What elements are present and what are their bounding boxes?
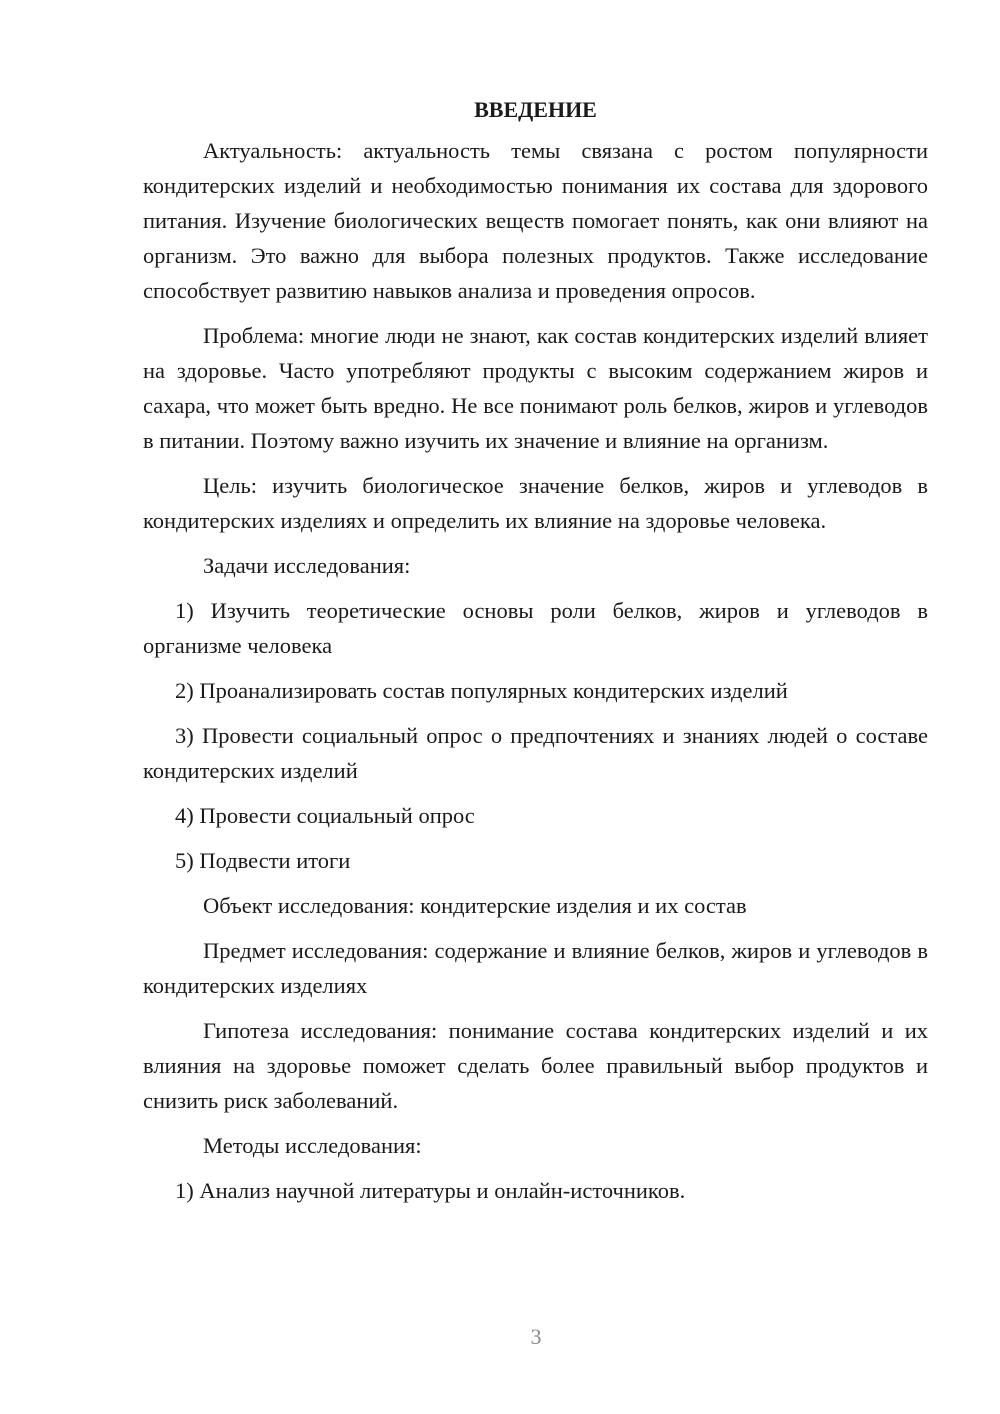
task-item: 4) Провести социальный опрос	[175, 803, 475, 828]
task-item: 3) Провести социальный опрос о предпочтениях и знаниях людей о составе кондитерских изделий	[143, 723, 928, 783]
task-item: 2) Проанализировать состав популярных кондитерских изделий	[175, 678, 788, 703]
hypothesis-paragraph: Гипотеза исследования: понимание состава кондитерских изделий и их влияния на здоровье поможет сделать более правильный выбор продуктов и снизить риск заболеваний.	[143, 1018, 928, 1113]
object-paragraph: Объект исследования: кондитерские изделия и их состав	[203, 893, 747, 918]
document-body	[143, 92, 928, 1218]
subject-paragraph: Предмет исследования: содержание и влияние белков, жиров и углеводов в кондитерских изделиях	[143, 938, 928, 998]
task-item: 1) Изучить теоретические основы роли белков, жиров и углеводов в организме человека	[143, 598, 928, 658]
method-item: 1) Анализ научной литературы и онлайн-источников.	[175, 1178, 686, 1203]
goal-paragraph: Цель: изучить биологическое значение белков, жиров и углеводов в кондитерских изделиях и определить их влияние на здоровье человека.	[143, 473, 928, 533]
page-number: 3	[530, 1324, 542, 1349]
problem-paragraph: Проблема: многие люди не знают, как состав кондитерских изделий влияет на здоровье. Часто употребляют продукты с высоким содержанием жиров и сахара, что может быть вредно. Не все понимают роль белков, жиров и углеводов в питании. Поэтому важно изучить их значение и влияние на организм.	[143, 323, 928, 453]
page-title: ВВЕДЕНИЕ	[474, 97, 597, 122]
task-item: 5) Подвести итоги	[175, 848, 351, 873]
methods-heading: Методы исследования:	[203, 1133, 422, 1158]
tasks-heading: Задачи исследования:	[203, 553, 411, 578]
relevance-paragraph: Актуальность: актуальность темы связана с ростом популярности кондитерских изделий и необходимостью понимания их состава для здорового питания. Изучение биологических веществ помогает понять, как они влияют на организм. Это важно для выбора полезных продуктов. Также исследование способствует развитию навыков анализа и проведения опросов.	[143, 138, 928, 303]
